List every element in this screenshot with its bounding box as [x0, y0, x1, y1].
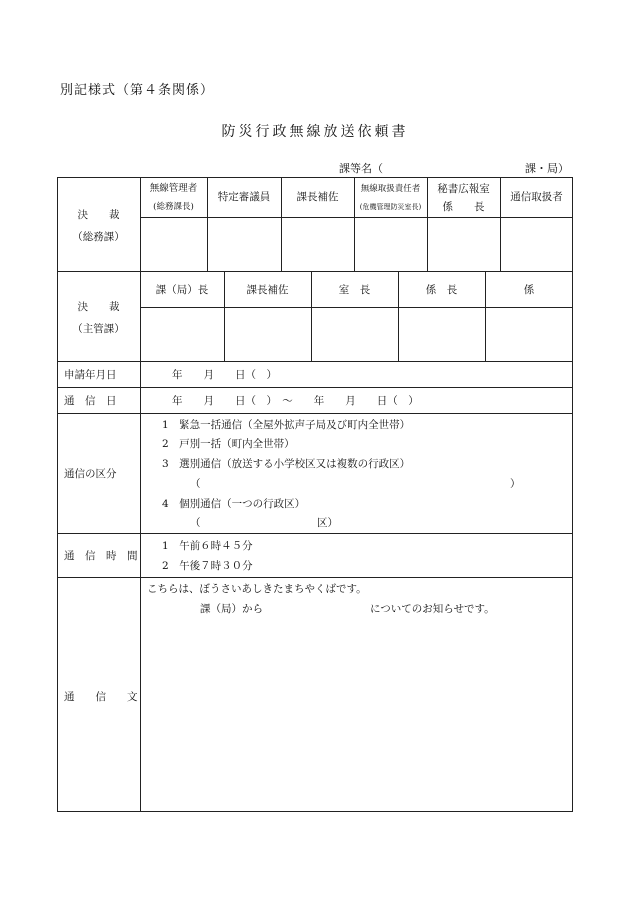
department-label: 課等名（ [339, 162, 383, 175]
application-date-field[interactable]: 年 月 日（ ） [172, 369, 277, 381]
application-date-label: 申請年月日 [64, 369, 117, 381]
comm-time-option-2[interactable]: 2 午後７時３０分 [162, 560, 253, 572]
row-divider [57, 413, 573, 414]
approver-header: 無線管理者 (総務課長) [149, 183, 198, 212]
approver-header: 通信取扱者 [510, 191, 563, 203]
approver-header: 特定審議員 [217, 191, 271, 203]
approval-general-label [57, 208, 140, 244]
approval-label-line: （主管課） [72, 323, 125, 335]
approval-dept-label [57, 300, 140, 336]
approver-header: 課（局）長 [155, 284, 209, 296]
comm-date-field[interactable]: 年 月 日（ ） ～ 年 月 日（ ） [172, 395, 419, 407]
comm-type-option-4[interactable]: 4 個別通信（一つの行政区） [162, 498, 306, 510]
row-divider [57, 271, 573, 272]
approver-header: 秘書広報室 係 長 [437, 183, 490, 213]
approval-label-line: 決 裁 [77, 209, 120, 221]
row-divider [57, 361, 573, 362]
comm-type-option-3[interactable]: 3 選別通信（放送する小学校区又は複数の行政区） [162, 458, 411, 470]
comm-type-option-1[interactable]: 1 緊急一括通信（全屋外拡声子局及び町内全世帯） [162, 419, 411, 431]
form-reference: 別記様式（第４条関係） [60, 83, 215, 98]
approver-header: 係 [523, 284, 535, 296]
comm-type-paren-close: 区） [317, 517, 338, 529]
row-divider [57, 533, 573, 534]
comm-time-label: 通 信 時 間 [64, 550, 138, 562]
request-form-table [57, 177, 573, 812]
approver-header: 課長補佐 [296, 191, 339, 203]
department-suffix: 課・局） [525, 162, 569, 175]
comm-text-line-2-suffix: についてのお知らせです。 [370, 603, 495, 615]
comm-type-paren-open: （ [190, 478, 201, 490]
comm-type-paren-close: ） [510, 478, 521, 490]
approval-label-line: 決 裁 [77, 301, 120, 313]
comm-text-line-1: こちらは、ぼうさいあしきたまちやくばです。 [147, 583, 367, 595]
row-divider [57, 387, 573, 388]
department-line [339, 160, 569, 176]
comm-type-option-2[interactable]: 2 戸別一括（町内全世帯） [162, 438, 295, 450]
approval-label-line: （総務課） [72, 231, 125, 243]
document-title: 防災行政無線放送依頼書 [221, 124, 409, 140]
comm-text-label: 通 信 文 [64, 691, 138, 703]
row-divider [140, 307, 573, 308]
column-divider [140, 177, 141, 812]
row-divider [140, 217, 573, 218]
row-divider [57, 577, 573, 578]
comm-text-line-2-prefix: 課（局）から [200, 603, 263, 615]
comm-type-paren-open: （ [190, 517, 201, 529]
comm-time-option-1[interactable]: 1 午前６時４５分 [162, 540, 253, 552]
approver-header: 課長補佐 [246, 284, 289, 296]
comm-type-label: 通信の区分 [64, 468, 117, 480]
comm-date-label: 通 信 日 [64, 395, 117, 407]
approver-header: 係 長 [425, 284, 458, 296]
approver-header: 室 長 [338, 284, 371, 296]
approver-header: 無線取扱責任者 (危機管理防災室長) [359, 184, 422, 211]
